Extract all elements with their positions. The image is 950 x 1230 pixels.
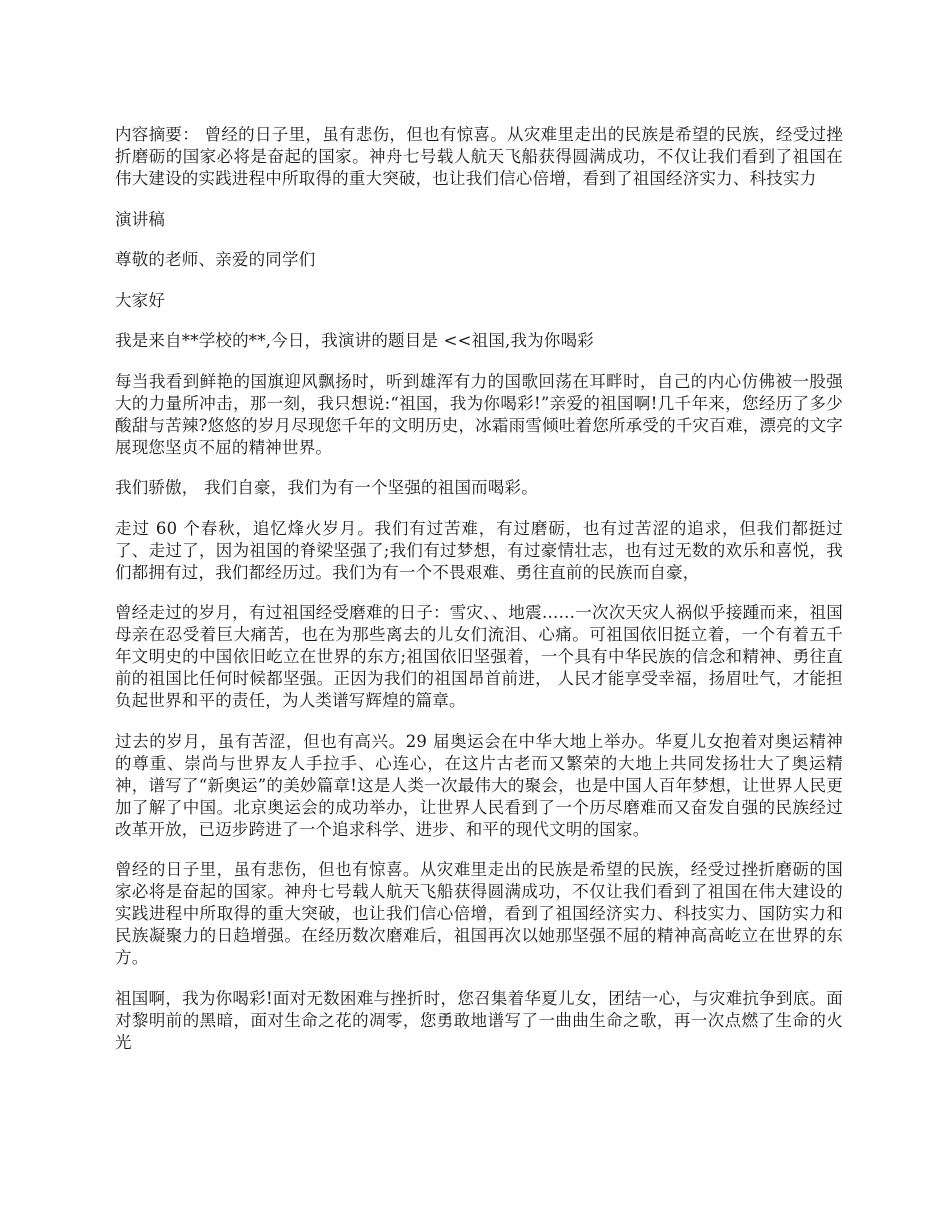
body-paragraph: 我们骄傲， 我们自豪，我们为有一个坚强的祖国而喝彩。 (115, 478, 538, 497)
body-paragraph: 曾经走过的岁月，有过祖国经受磨难的日子：雪灾、、地震……一次次天灾人祸似乎接踵而来，祖国母亲在忍受着巨大痛苦，也在为那些离去的儿女们流泪、心痛。可祖国依旧挺立着，一个有着五千年文明史的中国依旧屹立在世界的东方;祖国依旧坚强着，一个具有中华民族的信念和精神、勇往直前的祖国比任何时候都坚强。正因为我们的祖国昂首前进， 人民才能享受幸福，扬眉吐气，才能担负起世界和平的责任，为人类谱写辉煌的篇章。 (115, 603, 843, 710)
salutation: 尊敬的老师、亲爱的同学们 (115, 250, 316, 269)
body-paragraph: 曾经的日子里，虽有悲伤，但也有惊喜。从灾难里走出的民族是希望的民族，经受过挫折磨砺的国家必将是奋起的国家。神舟七号载人航天飞船获得圆满成功，不仅让我们看到了祖国在伟大建设的实践进程中所取得的重大突破，也让我们信心倍增，看到了祖国经济实力、科技实力、国防实力和民族凝聚力的日趋增强。在经历数次磨难后，祖国再次以她那坚强不屈的精神高高屹立在世界的东方。 (115, 860, 843, 967)
greeting: 大家好 (115, 290, 166, 310)
abstract-paragraph: 内容摘要： 曾经的日子里，虽有悲伤，但也有惊喜。从灾难里走出的民族是希望的民族，经受过挫折磨砺的国家必将是奋起的国家。神舟七号载人航天飞船获得圆满成功，不仅让我们看到了祖国在伟大建设的实践进程中所取得的重大突破，也让我们信心倍增，看到了祖国经济实力、科技实力 (115, 125, 843, 188)
body-paragraph: 过去的岁月，虽有苦涩，但也有高兴。29 届奥运会在中华大地上举办。华夏儿女抱着对奥运精神的尊重、崇尚与世界友人手拉手、心连心，在这片古老而又繁荣的大地上共同发扬壮大了奥运精神，谱写了“新奥运”的美妙篇章!这是人类一次最伟大的聚会，也是中国人百年梦想，让世界人民更加了解了中国。北京奥运会的成功举办，让世界人民看到了一个历尽磨难而又奋发自强的民族经过改革开放，已迈步跨进了一个追求科学、进步、和平的现代文明的国家。 (115, 731, 843, 839)
body-paragraph: 祖国啊，我为你喝彩!面对无数困难与挫折时，您召集着华夏儿女，团结一心，与灾难抗争到底。面对黎明前的黑暗，面对生命之花的凋零，您勇敢地谱写了一曲曲生命之歌，再一次点燃了生命的火光 (115, 988, 843, 1052)
body-paragraph: 走过 60 个春秋，追忆烽火岁月。我们有过苦难，有过磨砺，也有过苦涩的追求，但我们都挺过了、走过了，因为祖国的脊梁坚强了;我们有过梦想，有过豪情壮志，也有过无数的欢乐和喜悦，我们都拥有过，我们都经历过。我们为有一个不畏艰难、勇往直前的民族而自豪， (115, 518, 843, 582)
body-paragraph: 每当我看到鲜艳的国旗迎风飘扬时，听到雄浑有力的国歌回荡在耳畔时，自己的内心仿佛被一股强大的力量所冲击，那一刻，我只想说:“祖国，我为你喝彩!”亲爱的祖国啊!几千年来，您经历了多少酸甜与苦辣?悠悠的岁月尽现您千年的文明历史，冰霜雨雪倾吐着您所承受的千灾百难，漂亮的文字展现您坚贞不屈的精神世界。 (115, 371, 843, 457)
document-type-label: 演讲稿 (115, 209, 166, 229)
speech-intro: 我是来自**学校的**,今日，我演讲的题目是 <<祖国,我为你喝彩 (115, 331, 594, 350)
document-body (115, 124, 843, 1072)
